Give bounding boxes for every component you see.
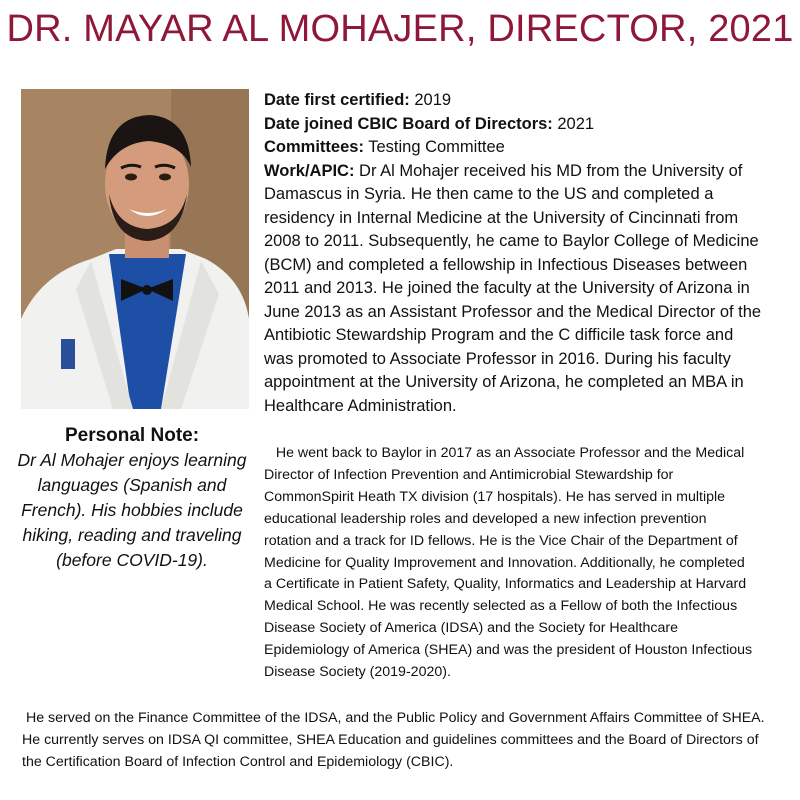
personal-note-text: Dr Al Mohajer enjoys learning languages (Spanish and French). His hobbies include hiking, reading and traveling (before COVID-19).	[17, 450, 247, 570]
fact-certified-value: 2019	[409, 91, 452, 109]
bio-paragraph-3-text: He served on the Finance Committee of the IDSA, and the Public Policy and Government Affairs Committee of SHEA. He currently serves on IDSA QI committee, SHEA Education and guidelines committees and the Board of Directors of the Certification Board of Infection Control and Epidemiology (CBIC).	[22, 710, 765, 770]
personal-note-heading: Personal Note:	[64, 425, 200, 446]
fact-work	[264, 160, 762, 419]
fact-committees	[264, 136, 762, 160]
fact-work-label: Work/APIC:	[264, 161, 355, 180]
fact-joined-value: 2021	[552, 114, 595, 133]
fact-committees-label: Committees:	[264, 138, 364, 156]
bio-paragraph-2-text: He went back to Baylor in 2017 as an Associate Professor and the Medical Director of Infection Prevention and Antimicrobial Stewardship for CommonSpirit Heath TX division (17 hospitals). He has served in multiple educational leadership roles and developed a new infection prevention rotation and a track for ID fellows. He is the Vice Chair of the Department of Medicine for Quality Improvement and Innovation. Additionally, he completed a Certificate in Patient Safety, Quality, Informatics and Leadership at Harvard Medical School. He was recently selected as a Fellow of both the Infectious Disease Society of America (IDSA) and the Society for Healthcare Epidemiology of America (SHEA) and was the president of Houston Infectious Disease Society (2019-2020).	[264, 445, 753, 681]
fact-committees-value: Testing Committee	[363, 138, 505, 156]
fact-certified-label: Date first certified:	[264, 91, 410, 109]
bio-paragraph-2-indent	[264, 445, 276, 461]
portrait-illustration	[21, 89, 249, 409]
fact-work-value: Dr Al Mohajer received his MD from the University of Damascus in Syria. He then came to the US and completed a residency in Internal Medicine at the University of Cincinnati from 2008 to 2011. Subsequently, he came to Baylor College of Medicine (BCM) and completed a fellowship in Infectious Diseases between 2011 and 2013. He joined the faculty at the University of Arizona in June 2013 as an Assistant Professor and the Medical Director of the Antibiotic Stewardship Program and the C difficile task force and was promoted to Associate Professor in 2016. During his faculty appointment at the University of Arizona, he completed an MBA in Healthcare Administration.	[264, 161, 762, 415]
personal-note	[14, 424, 250, 573]
fact-joined	[264, 113, 762, 137]
fact-certified	[264, 89, 762, 113]
page-title: DR. MAYAR AL MOHAJER, DIRECTOR, 2021	[6, 8, 794, 50]
bio-paragraph-3	[22, 708, 782, 774]
bio-facts	[264, 89, 762, 418]
bio-paragraph-2	[264, 443, 754, 684]
portrait-photo	[21, 89, 249, 409]
fact-joined-label: Date joined CBIC Board of Directors:	[264, 114, 553, 133]
